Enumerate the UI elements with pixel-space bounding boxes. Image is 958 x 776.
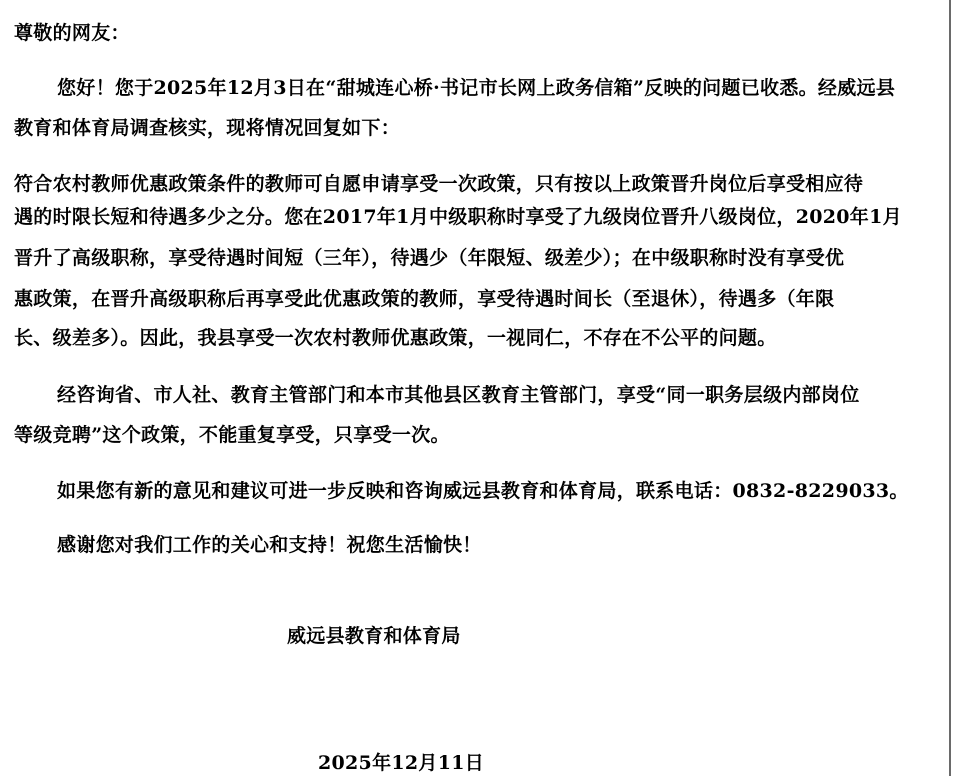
salutation: 尊敬的网友： xyxy=(14,22,130,44)
para3-line1: 经咨询省、市人社、教育主管部门和本市其他县区教育主管部门，享受“同一职务层级内部岗位 xyxy=(57,384,860,406)
signature: 威远县教育和体育局 xyxy=(287,625,461,647)
para2-line5: 长、级差多）。因此，我县享受一次农村教师优惠政策，一视同仁，不存在不公平的问题。 xyxy=(14,327,777,349)
para4: 如果您有新的意见和建议可进一步反映和咨询威远县教育和体育局，联系电话：0832-8229033。 xyxy=(57,480,909,502)
para1-line2: 教育和体育局调查核实，现将情况回复如下： xyxy=(14,117,401,139)
para1-line1: 您好！您于2025年12月3日在“甜城连心桥·书记市长网上政务信箱”反映的问题已收悉。经威远县 xyxy=(57,77,896,99)
page-edge-divider xyxy=(949,0,951,776)
date: 2025年12月11日 xyxy=(318,752,485,774)
para2-line1: 符合农村教师优惠政策条件的教师可自愿申请享受一次政策，只有按以上政策晋升岗位后享受相应待 xyxy=(14,173,864,195)
para3-line2: 等级竞聘”这个政策，不能重复享受，只享受一次。 xyxy=(14,424,450,446)
para2-line2: 遇的时限长短和待遇多少之分。您在2017年1月中级职称时享受了九级岗位晋升八级岗位，2020年1月 xyxy=(14,206,902,228)
para2-line4: 惠政策，在晋升高级职称后再享受此优惠政策的教师，享受待遇时间长（至退休），待遇多（年限 xyxy=(14,288,835,310)
para2-line3: 晋升了高级职称，享受待遇时间短（三年），待遇少（年限短、级差少）；在中级职称时没有享受优 xyxy=(14,247,845,269)
para5: 感谢您对我们工作的关心和支持！祝您生活愉快！ xyxy=(57,534,482,556)
